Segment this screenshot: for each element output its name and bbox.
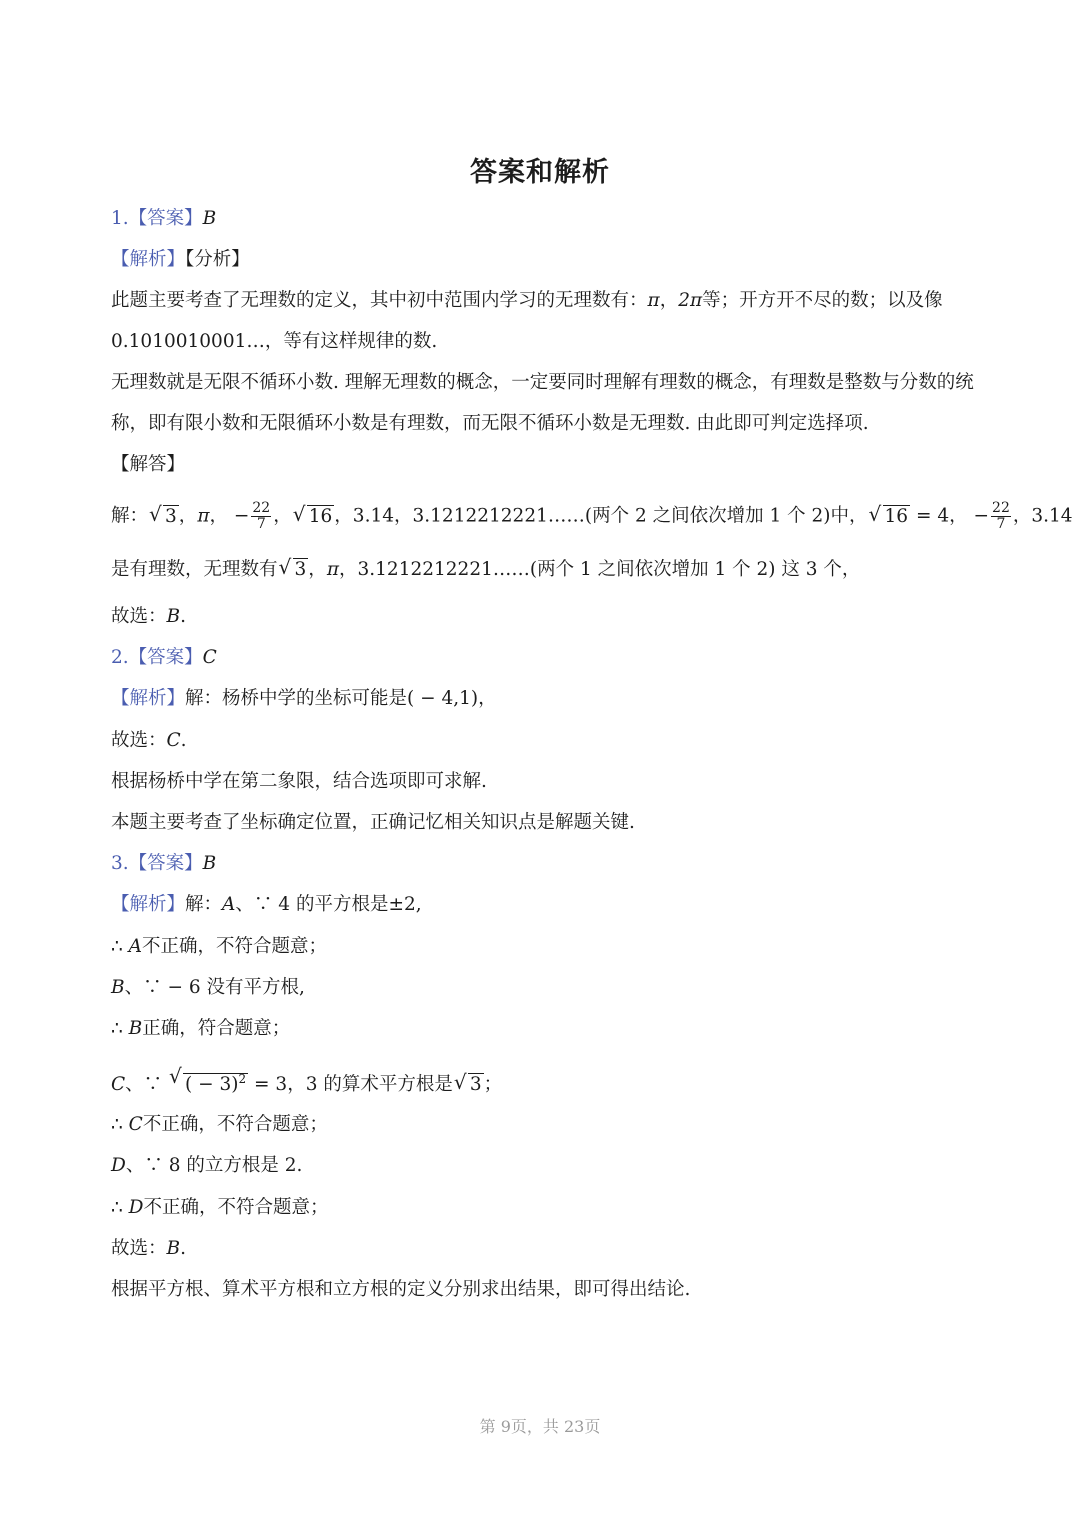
q3-letter-d: D (128, 1197, 144, 1218)
q1-pi: π (647, 290, 660, 311)
q1-analysis-tags (111, 247, 250, 273)
q2-choose-label: 故选： (111, 730, 167, 751)
q3-answer-line (111, 851, 216, 877)
q1-paren-note-2: (两个 1 之间依次增加 1 个 2) 这 3 个， (529, 559, 861, 580)
q1-two-pi: 2π (678, 290, 703, 311)
q3-letter-a: A (128, 936, 143, 957)
sqrt-3 (150, 504, 179, 530)
q1-comma: ， (338, 559, 358, 580)
fraction-22-7 (251, 501, 271, 532)
q3-number: 3. (111, 853, 129, 874)
q1-comma: ， (1012, 505, 1032, 527)
fraction-denominator: 7 (996, 516, 1006, 532)
q1-answer-line (111, 206, 216, 232)
q1-p1-text: 此题主要考查了无理数的定义，其中初中范围内学习的无理数有： (111, 290, 648, 311)
q1-answer-tag: 【答案】 (128, 208, 203, 229)
q1-jieda-tag: 【解答】 (111, 454, 186, 475)
sqrt-3-radicand: 3 (469, 1074, 482, 1095)
q2-period: . (180, 730, 187, 751)
q2-line-4: 本题主要考查了坐标确定位置，正确记忆相关知识点是解题关键. (111, 812, 635, 833)
sqrt-3 (280, 557, 309, 583)
q1-equals-4: = 4 (915, 505, 950, 527)
q3-summary: 根据平方根、算术平方根和立方根的定义分别求出结果，即可得出结论. (111, 1279, 691, 1300)
q3-c-text-1: 、∵ (125, 1074, 169, 1095)
q3-letter-a: A (222, 894, 236, 915)
q1-long-decimal: 3.1212212221…… (412, 505, 585, 527)
sqrt-16 (294, 504, 335, 530)
q1-pi: π (197, 505, 210, 527)
q2-analysis-line (111, 686, 497, 712)
q3-a-conclusion (111, 934, 327, 960)
q1-solution-line-2 (111, 557, 860, 583)
q3-sol-prefix: 解： (185, 894, 223, 915)
q1-long-decimal: 3.1212212221…… (357, 559, 530, 580)
q2-analysis-tag: 【解析】 (111, 688, 186, 709)
q3-a-text: 、∵ 4 的平方根是±2, (235, 894, 422, 915)
q3-c-exponent: 2 (238, 1072, 247, 1086)
q3-choose-line (111, 1236, 186, 1262)
fraction-numerator: 22 (252, 500, 271, 516)
q3-answer-tag: 【答案】 (128, 853, 203, 874)
sqrt-neg3-squared (170, 1066, 248, 1098)
q1-paragraph-1 (111, 288, 943, 314)
page-title: 答案和解析 (470, 157, 610, 188)
q3-c-conclusion (111, 1112, 328, 1138)
sqrt-3-radicand: 3 (294, 559, 307, 580)
therefore-symbol: ∴ (111, 1197, 129, 1218)
q1-comma: ， (209, 505, 228, 527)
q1-answer: B (202, 208, 217, 229)
q1-number: 1. (111, 208, 129, 229)
q2-answer-tag: 【答案】 (128, 647, 203, 668)
q3-d-concl-text: 不正确，不符合题意； (143, 1197, 329, 1218)
q3-c-radicand: ( − 3) (185, 1074, 239, 1095)
page-footer: 第 9页，共 23页 (479, 1417, 601, 1436)
q1-value-314: 3.14 (352, 505, 394, 527)
sqrt-3 (455, 1072, 484, 1098)
q3-d-text: 、∵ 8 的立方根是 2. (125, 1155, 303, 1176)
q3-b-conclusion (111, 1016, 290, 1042)
q1-p1-text-b: 等；开方开不尽的数；以及像 (702, 290, 943, 311)
q1-paren-note: (两个 2 之间依次增加 1 个 2)中， (584, 505, 868, 527)
therefore-symbol: ∴ (111, 936, 129, 957)
q3-option-d-line (111, 1153, 302, 1179)
sqrt-16-radicand: 16 (308, 505, 333, 527)
sqrt-16-radicand: 16 (884, 505, 909, 527)
q1-value-314: 3.14 (1031, 505, 1073, 527)
q3-c-text-2: = 3，3 的算术平方根是 (254, 1074, 453, 1095)
q3-c-end: ； (483, 1074, 503, 1095)
q3-letter-c: C (111, 1074, 126, 1095)
q1-analysis-tag: 【解析】 (111, 249, 186, 270)
q3-period: . (180, 1238, 187, 1259)
therefore-symbol: ∴ (111, 1018, 129, 1039)
q1-rational-text: 是有理数，无理数有 (111, 559, 278, 580)
q1-paragraph-3: 无理数就是无限不循环小数. 理解无理数的概念，一定要同时理解有理数的概念，有理数是整数与分数的统 (111, 372, 974, 393)
q1-comma: ， (394, 505, 413, 527)
q1-choose-line (111, 604, 186, 630)
q1-period: . (180, 606, 187, 627)
sqrt-16 (870, 504, 911, 530)
q3-option-b-line (111, 975, 305, 1001)
therefore-symbol: ∴ (111, 1114, 129, 1135)
q1-choose-letter: B (166, 606, 181, 627)
fraction-22-7 (991, 501, 1011, 532)
q1-fenxi-tag: 【分析】 (185, 249, 250, 270)
q2-number: 2. (111, 647, 129, 668)
q3-letter-b: B (128, 1018, 143, 1039)
q1-comma: ， (308, 559, 327, 580)
q1-comma: ， (273, 505, 292, 527)
q1-pi: π (326, 559, 339, 580)
q2-answer-line (111, 645, 217, 671)
q3-letter-b: B (111, 977, 125, 998)
q1-choose-label: 故选： (111, 606, 167, 627)
q3-a-concl-text: 不正确，不符合题意； (142, 936, 328, 957)
q3-option-a-line (111, 892, 422, 918)
q3-option-c-line (111, 1066, 502, 1098)
q3-choose-letter: B (166, 1238, 181, 1259)
q1-paragraph-2: 0.1010010001…，等有这样规律的数. (111, 331, 438, 352)
q3-letter-c: C (128, 1114, 143, 1135)
q1-sol-prefix: 解： (111, 505, 149, 527)
q1-comma: ， (178, 505, 198, 527)
q3-answer: B (202, 853, 217, 874)
q2-choose-line (111, 728, 187, 754)
q2-line-1: 解：杨桥中学的坐标可能是( − 4,1)， (185, 688, 497, 709)
fraction-denominator: 7 (256, 516, 266, 532)
sqrt-3-radicand: 3 (165, 505, 177, 527)
sqrt-radicand (183, 1073, 248, 1095)
q2-choose-letter: C (166, 730, 181, 751)
fraction-numerator: 22 (992, 500, 1010, 516)
q1-solution-line-1: 解：√ 3 ，π， − $\frac{22}{7}$ ，√ 16 ，3.14，3.1212212221……(两个 2 之间依次增加 1 个 2)中，√ 16 = 4， − $\frac{22}{7}$ ，3.14 (111, 501, 1073, 532)
q3-letter-d: D (111, 1155, 126, 1176)
q1-comma: ， (334, 505, 353, 527)
q3-choose-label: 故选： (111, 1238, 167, 1259)
q3-b-text: 、∵ − 6 没有平方根, (124, 977, 305, 998)
q1-paragraph-4: 称，即有限小数和无限循环小数是有理数，而无限不循环小数是无理数. 由此即可判定选择项. (111, 413, 869, 434)
q3-b-concl-text: 正确，符合题意； (142, 1018, 291, 1039)
q3-c-concl-text: 不正确，不符合题意； (142, 1114, 328, 1135)
q2-answer: C (202, 647, 217, 668)
q2-line-3: 根据杨桥中学在第二象限，结合选项即可求解. (111, 771, 487, 792)
q3-d-conclusion (111, 1195, 329, 1221)
q3-analysis-tag: 【解析】 (111, 894, 186, 915)
q1-comma: ， (659, 290, 679, 311)
q1-comma: ， (949, 505, 968, 527)
